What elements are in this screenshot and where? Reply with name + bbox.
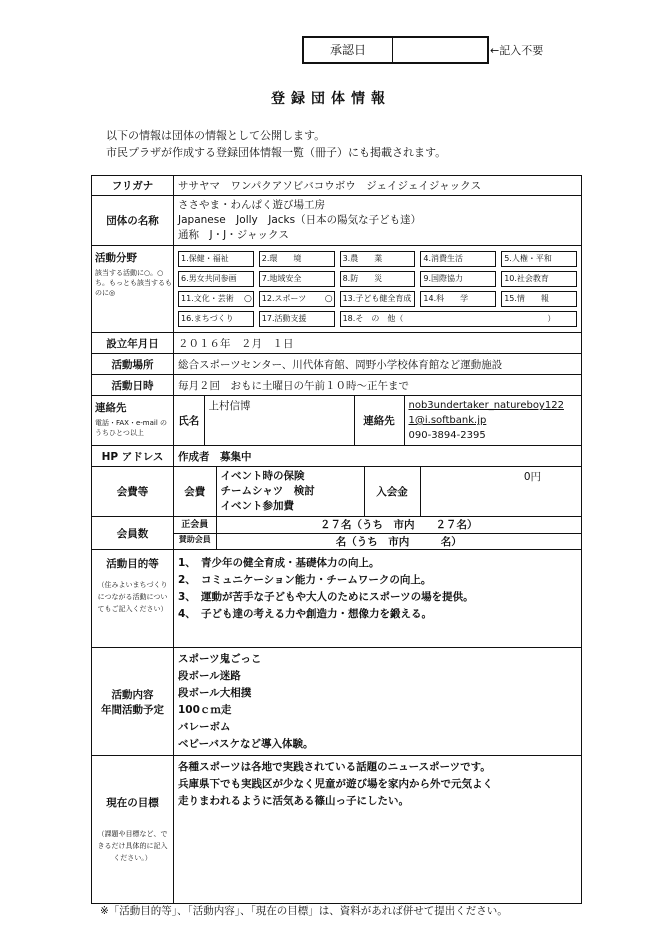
contact-email-line: nob3undertaker_natureboy122 [408, 400, 564, 411]
members-inner [174, 517, 581, 549]
entry-fee-label: 入会金 [364, 467, 420, 516]
purpose-field[interactable] [174, 550, 582, 648]
field-checkbox[interactable]: 8.防 災 [340, 271, 416, 287]
support-members-label: 賛助会員 [174, 533, 216, 549]
contact-label-cell [92, 396, 174, 446]
fee-line: イベント参加費 [220, 500, 294, 512]
entry-fee-value[interactable]: 0円 [420, 467, 581, 516]
goal-line: 走りまわれるように活気ある篠山っ子にしたい。 [178, 795, 409, 807]
fees-label: 会費等 [92, 467, 174, 517]
approval-label: 承認日 [304, 38, 393, 62]
contact-inner [174, 396, 581, 445]
approval-note: ←記入不要 [490, 44, 544, 57]
activity-line: バレーボム [178, 721, 231, 733]
regular-members-label: 正会員 [174, 517, 216, 533]
activity-line: 段ボール迷路 [178, 670, 241, 682]
page-title: 登録団体情報 [271, 91, 391, 107]
fee-line: イベント時の保険 [220, 470, 305, 482]
field-checkbox[interactable]: 5.人権・平和 [501, 251, 577, 267]
schedule-value[interactable]: 毎月２回 おもに土曜日の午前１０時～正午まで [174, 375, 582, 396]
org-name-line: ささやま・わんぱく遊び場工房 [178, 199, 325, 211]
field-checkbox[interactable]: 12.スポーツ ○ [259, 291, 335, 307]
goal-line: 兵庫県下でも実践区が少なく児童が遊び場を家内から外で元気よく [178, 778, 493, 790]
activities-label-cell [92, 648, 174, 756]
goal-label: 現在の目標 [106, 797, 159, 809]
org-name-field[interactable] [174, 196, 582, 246]
established-value[interactable]: ２０１６年 ２月 １日 [174, 333, 582, 354]
established-label: 設立年月日 [92, 333, 174, 354]
field-checkbox[interactable]: 13.子ども健全育成 [340, 291, 416, 307]
contact-email-line: 1@i.softbank.jp [408, 415, 487, 426]
furigana-value[interactable]: ササヤマ ワンパクアソビバコウボウ ジェイジェイジャックス [174, 176, 582, 196]
purpose-line: 4、 子ども達の考える力や創造力・想像力を鍛える。 [178, 608, 433, 620]
intro-line: 市民プラザが作成する登録団体情報一覧（冊子）にも掲載されます。 [106, 146, 447, 159]
purpose-note: （住みよいまちづくりにつながる活動についてもご記入ください） [97, 581, 168, 613]
field-checkbox[interactable]: 6.男女共同参画 [178, 271, 254, 287]
field-checkbox[interactable]: 15.情 報 [501, 291, 577, 307]
fields-note: 該当する活動に○。○ち。もっとも該当するものに◎ [95, 269, 172, 297]
fields-label-cell [92, 246, 174, 333]
fields-grid-cell [174, 246, 582, 333]
intro-text [106, 127, 446, 161]
org-name-line: Japanese Jolly Jacks（日本の陽気な子ども達） [178, 214, 422, 226]
purpose-line: 2、 コミュニケーション能力・チームワークの向上。 [178, 574, 432, 586]
contact-info-label: 連絡先 [354, 396, 404, 445]
field-checkbox[interactable]: 9.国際協力 [420, 271, 496, 287]
registration-table [91, 175, 582, 904]
contact-info-field[interactable] [404, 396, 581, 445]
purpose-line: 3、 運動が苦手な子どもや大人のためにスポーツの場を提供。 [178, 591, 474, 603]
activity-line: 100ｃｍ走 [178, 704, 232, 716]
goal-field[interactable] [174, 756, 582, 904]
fees-cell [174, 467, 582, 517]
field-checkbox[interactable]: 1.保健・福祉 [178, 251, 254, 267]
field-checkbox[interactable]: 4.消費生活 [420, 251, 496, 267]
activities-label: 活動内容 [111, 688, 154, 701]
activity-line: ベビーバスケなど導入体験。 [178, 738, 314, 750]
contact-phone: 090-3894-2395 [408, 430, 486, 441]
members-cell [174, 517, 582, 550]
org-name-label: 団体の名称 [92, 196, 174, 246]
purpose-label: 活動目的等 [106, 558, 159, 570]
furigana-label: フリガナ [92, 176, 174, 196]
fee-line: チームシャツ 検討 [220, 485, 315, 497]
place-value[interactable]: 総合スポーツセンター、川代体育館、岡野小学校体育館など運動施設 [174, 354, 582, 375]
activities-field[interactable] [174, 648, 582, 756]
contact-cell [174, 396, 582, 446]
activity-line: 段ボール大相撲 [178, 687, 252, 699]
hp-label: HP アドレス [92, 446, 174, 467]
fee-field[interactable] [216, 467, 364, 516]
regular-members-value[interactable]: ２７名（うち 市内 ２７名） [216, 517, 581, 533]
field-checkbox[interactable]: 17.活動支援 [259, 311, 335, 327]
field-checkbox[interactable]: 10.社会教育 [501, 271, 577, 287]
field-checkbox-other[interactable]: 18.そ の 他（ ） [340, 311, 577, 327]
field-checkbox[interactable]: 2.環 境 [259, 251, 335, 267]
field-checkbox[interactable]: 3.農 業 [340, 251, 416, 267]
goal-note: （課題や目標など、できるだけ具体的に記入ください。） [97, 830, 168, 862]
annual-plan-label: 年間活動予定 [101, 703, 164, 716]
schedule-label: 活動日時 [92, 375, 174, 396]
place-label: 活動場所 [92, 354, 174, 375]
goal-line: 各種スポーツは各地で実践されている話題のニュースポーツです。 [178, 761, 491, 773]
fees-inner [174, 467, 581, 516]
contact-note: 電話・FAX・e-mail のうちひとつ以上 [95, 419, 168, 437]
fields-label: 活動分野 [95, 252, 137, 264]
contact-name-value[interactable]: 上村信博 [204, 396, 354, 445]
approval-box [302, 36, 489, 64]
goal-label-cell [92, 756, 174, 904]
field-checkbox[interactable]: 7.地域安全 [259, 271, 335, 287]
contact-label: 連絡先 [95, 402, 127, 414]
approval-date-field[interactable] [393, 38, 487, 62]
footer-note: ※「活動目的等」、「活動内容」、「現在の目標」は、資料があれば併せて提出ください。 [100, 905, 508, 917]
support-members-value[interactable]: 名（うち 市内 名） [216, 533, 581, 549]
org-name-line: 通称 J・J・ジャックス [178, 229, 289, 241]
purpose-label-cell [92, 550, 174, 648]
fields-grid [174, 246, 581, 332]
fee-label: 会費 [174, 467, 216, 516]
field-checkbox[interactable]: 14.科 学 [420, 291, 496, 307]
contact-name-label: 氏名 [174, 396, 204, 445]
purpose-line: 1、 青少年の健全育成・基礎体力の向上。 [178, 557, 380, 569]
field-checkbox[interactable]: 16.まちづくり [178, 311, 254, 327]
intro-line: 以下の情報は団体の情報として公開します。 [106, 129, 326, 142]
activity-line: スポーツ鬼ごっこ [178, 653, 262, 665]
members-label: 会員数 [92, 517, 174, 550]
hp-value[interactable]: 作成者 募集中 [174, 446, 582, 467]
field-checkbox[interactable]: 11.文化・芸術 ○ [178, 291, 254, 307]
